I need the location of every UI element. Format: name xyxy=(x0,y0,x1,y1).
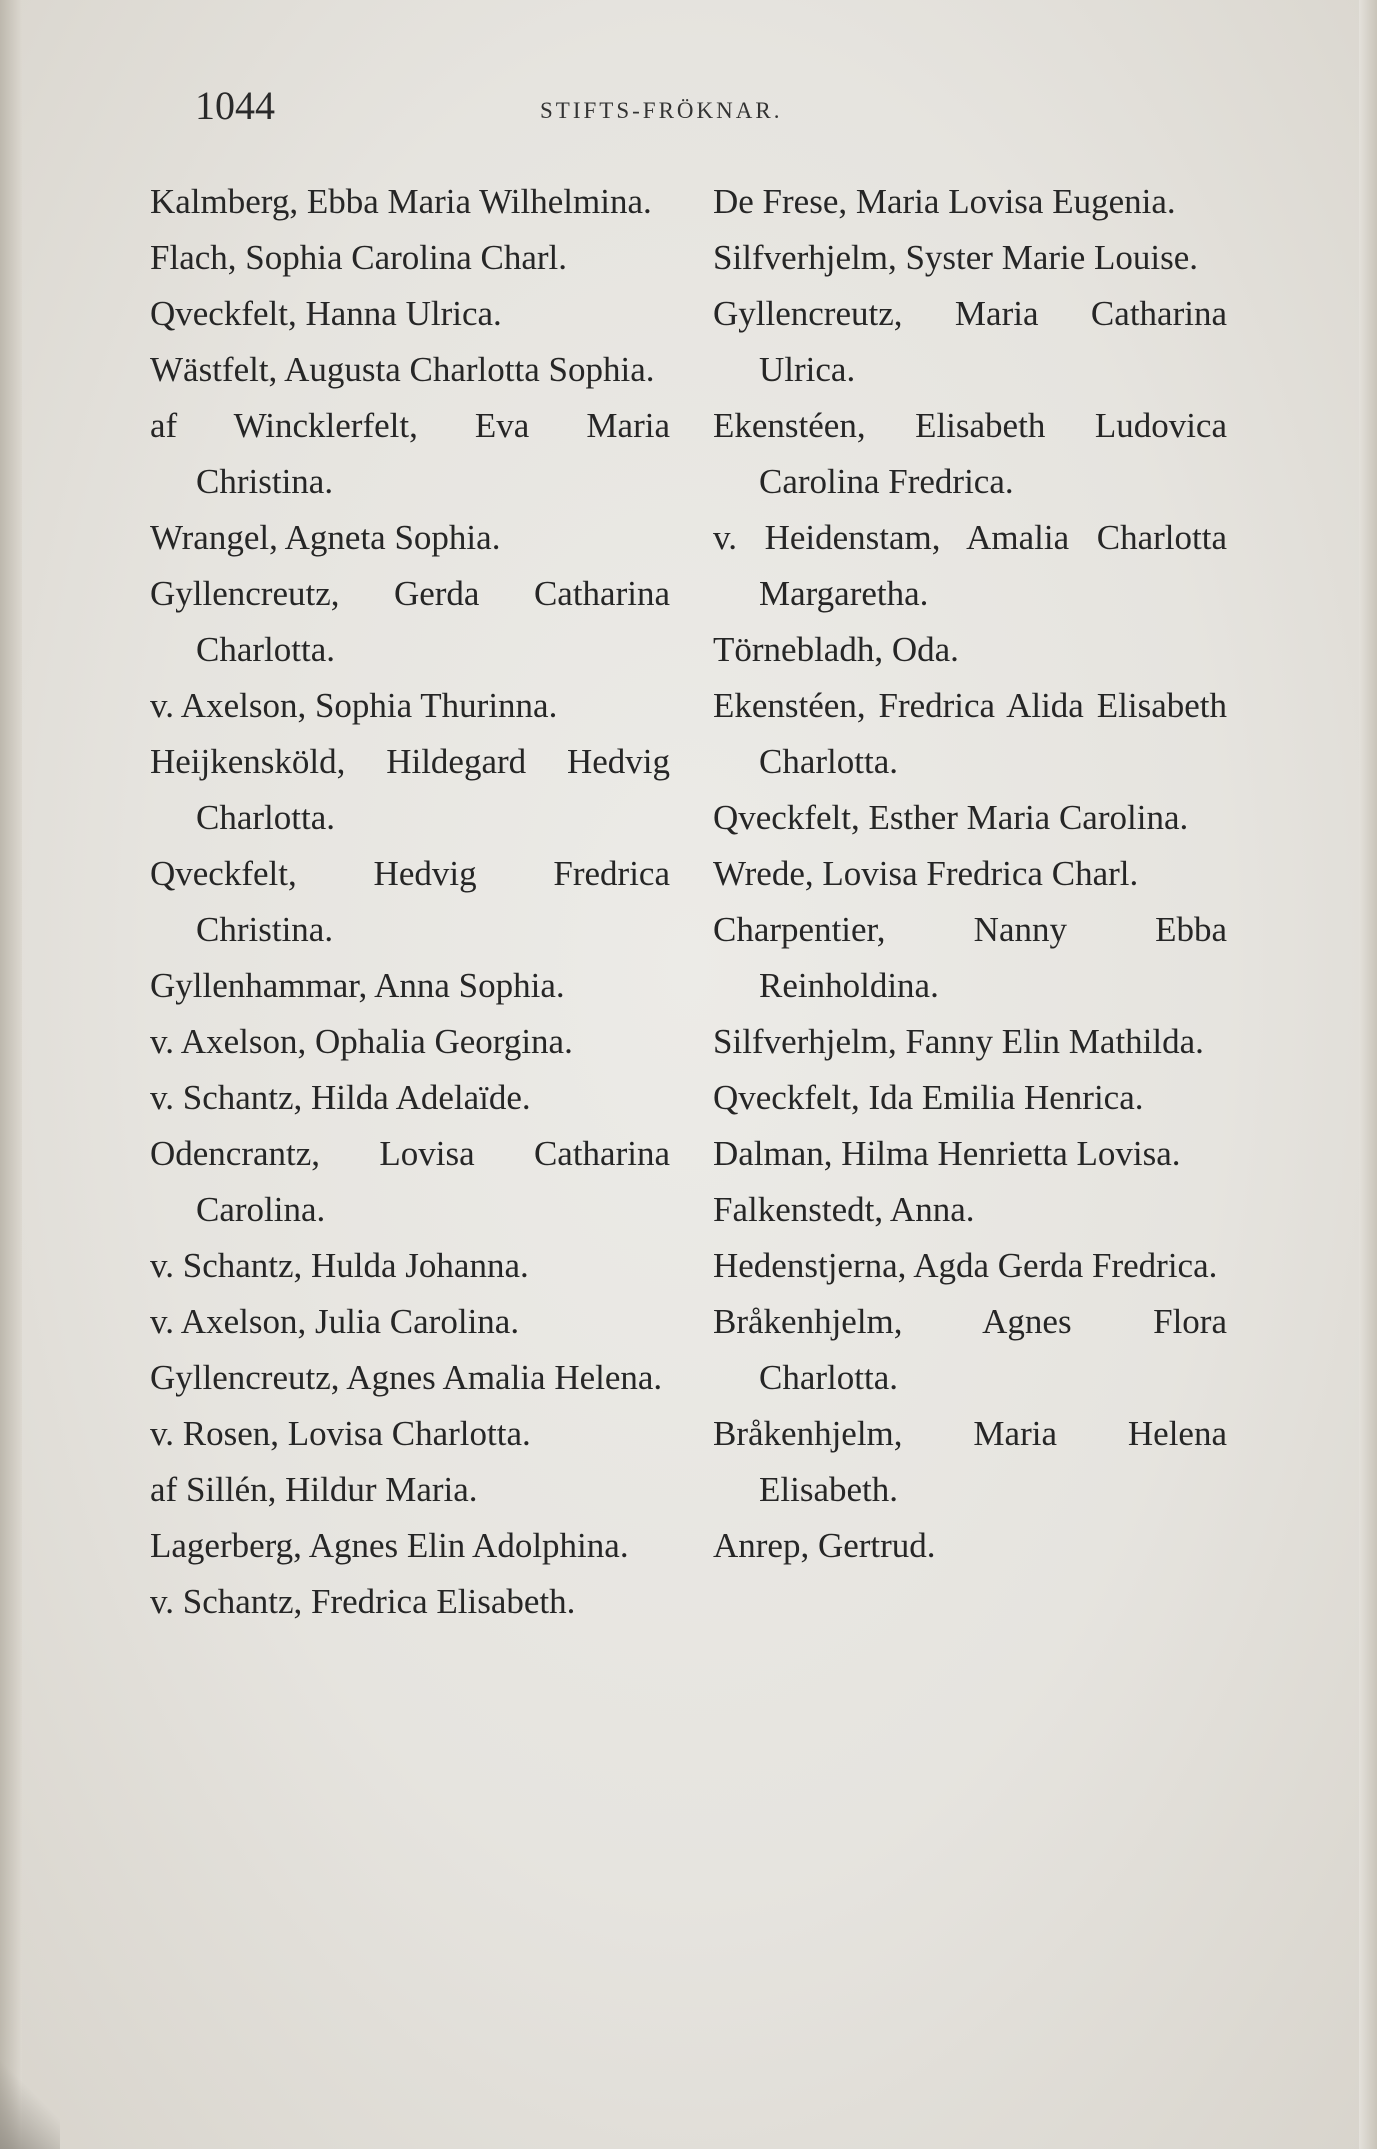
right-column xyxy=(713,174,1227,1574)
list-item: Gyllencreutz, Agnes Amalia Helena. xyxy=(150,1358,663,1397)
list-item: v. Axelson, Ophalia Georgina. xyxy=(150,1022,573,1061)
list-item: v. Schantz, Hilda Adelaïde. xyxy=(150,1078,531,1117)
list-item: af Sillén, Hildur Maria. xyxy=(150,1470,478,1509)
list-item: Odencrantz, Lovisa Catharina Carolina. xyxy=(150,1134,670,1229)
left-column xyxy=(150,174,670,1630)
page-corner-shadow xyxy=(0,2059,60,2149)
list-item: De Frese, Maria Lovisa Eugenia. xyxy=(713,182,1176,221)
list-item: Qveckfelt, Hanna Ulrica. xyxy=(150,294,502,333)
list-item: Heijkensköld, Hildegard Hedvig Charlotta. xyxy=(150,742,670,837)
list-item: v. Axelson, Julia Carolina. xyxy=(150,1302,520,1341)
list-item: v. Schantz, Fredrica Elisabeth. xyxy=(150,1582,576,1621)
list-item: Charpentier, Nanny Ebba Reinholdina. xyxy=(713,910,1227,1005)
list-item: Gyllencreutz, Maria Catharina Ulrica. xyxy=(713,294,1227,389)
list-item: Dalman, Hilma Henrietta Lovisa. xyxy=(713,1134,1181,1173)
list-item: Wrangel, Agneta Sophia. xyxy=(150,518,501,557)
list-item: Ekenstéen, Fredrica Alida Elisabeth Charlotta. xyxy=(713,686,1227,781)
running-title: STIFTS-FRÖKNAR. xyxy=(540,98,783,123)
list-item: Bråkenhjelm, Agnes Flora Charlotta. xyxy=(713,1302,1227,1397)
list-item: v. Rosen, Lovisa Charlotta. xyxy=(150,1414,531,1453)
list-item: af Wincklerfelt, Eva Maria Christina. xyxy=(150,406,670,501)
list-item: Falkenstedt, Anna. xyxy=(713,1190,975,1229)
page-header xyxy=(195,82,1235,142)
list-item: v. Heidenstam, Amalia Charlotta Margaretha. xyxy=(713,518,1227,613)
list-item: Gyllencreutz, Gerda Catharina Charlotta. xyxy=(150,574,670,669)
list-item: Anrep, Gertrud. xyxy=(713,1526,936,1565)
list-item: Kalmberg, Ebba Maria Wilhelmina. xyxy=(150,182,652,221)
list-item: Silfverhjelm, Syster Marie Louise. xyxy=(713,238,1199,277)
list-item: Flach, Sophia Carolina Charl. xyxy=(150,238,568,277)
list-item: Qveckfelt, Hedvig Fredrica Christina. xyxy=(150,854,670,949)
list-item: Wästfelt, Augusta Charlotta Sophia. xyxy=(150,350,655,389)
page-number: 1044 xyxy=(195,83,275,128)
list-item: Qveckfelt, Ida Emilia Henrica. xyxy=(713,1078,1144,1117)
list-item: Hedenstjerna, Agda Gerda Fredrica. xyxy=(713,1246,1218,1285)
list-item: Qveckfelt, Esther Maria Carolina. xyxy=(713,798,1189,837)
list-item: v. Schantz, Hulda Johanna. xyxy=(150,1246,529,1285)
list-item: v. Axelson, Sophia Thurinna. xyxy=(150,686,558,725)
list-item: Törnebladh, Oda. xyxy=(713,630,959,669)
list-item: Silfverhjelm, Fanny Elin Mathilda. xyxy=(713,1022,1204,1061)
list-item: Gyllenhammar, Anna Sophia. xyxy=(150,966,565,1005)
list-item: Wrede, Lovisa Fredrica Charl. xyxy=(713,854,1139,893)
list-item: Ekenstéen, Elisabeth Ludovica Carolina Fredrica. xyxy=(713,406,1227,501)
list-item: Lagerberg, Agnes Elin Adolphina. xyxy=(150,1526,629,1565)
list-item: Bråkenhjelm, Maria Helena Elisabeth. xyxy=(713,1414,1227,1509)
